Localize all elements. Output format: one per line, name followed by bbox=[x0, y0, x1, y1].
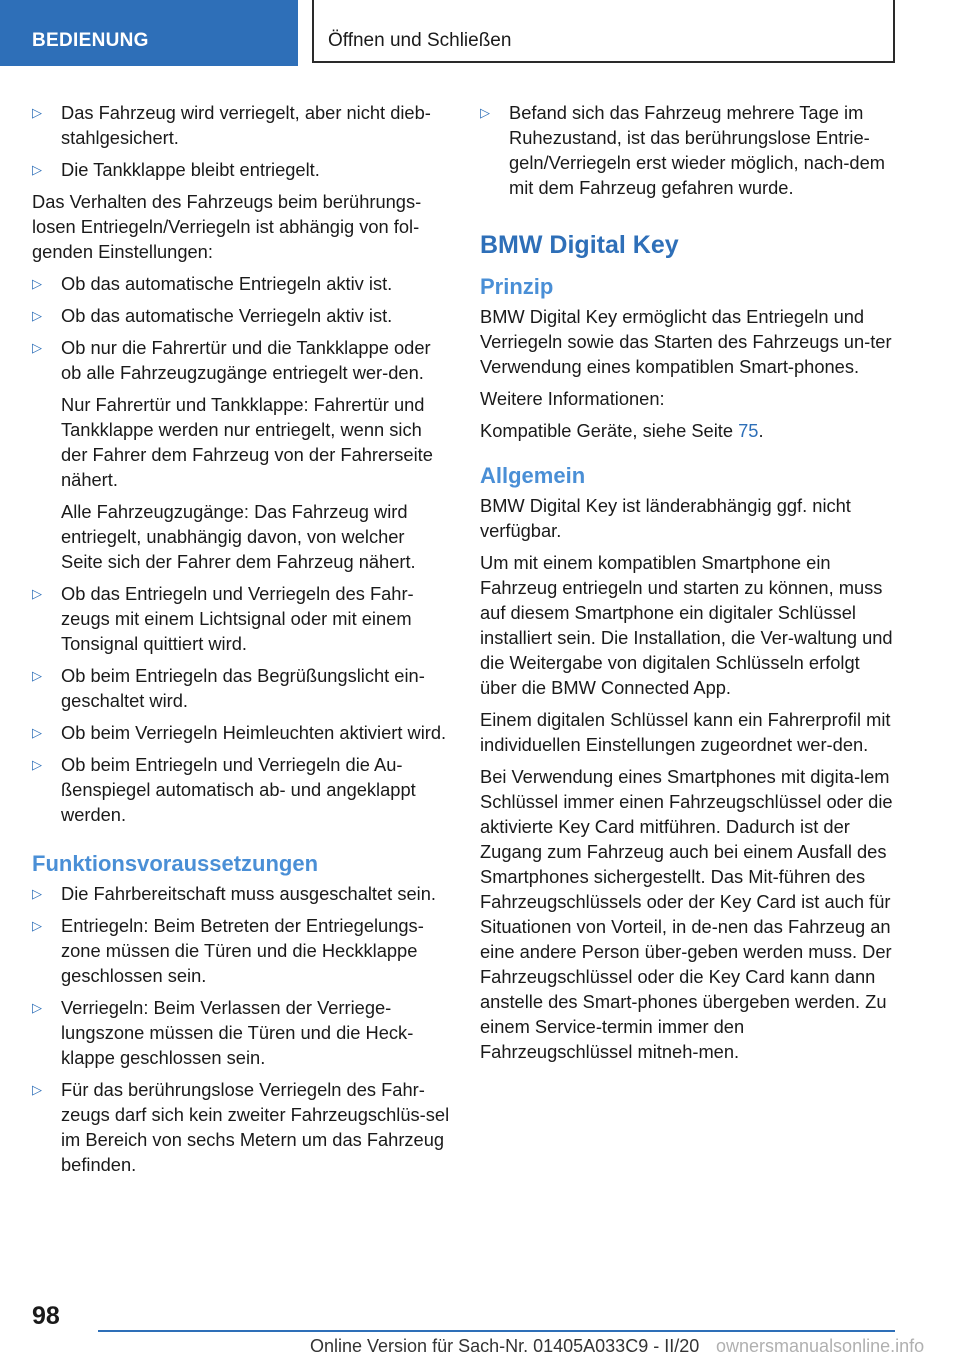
triangle-bullet-icon: ▷ bbox=[32, 886, 42, 901]
triangle-bullet-icon: ▷ bbox=[32, 162, 42, 177]
paragraph: Weitere Informationen: bbox=[480, 388, 665, 409]
section-label: BEDIENUNG bbox=[0, 0, 298, 66]
section-heading: Allgemein bbox=[480, 463, 586, 488]
paragraph: Einem digitalen Schlüssel kann ein Fahrerprofil mit individuellen Einstellungen zugeordnet wer-den. bbox=[480, 709, 891, 755]
list-item: ▷ Die Tankklappe bleibt entriegelt. bbox=[32, 159, 320, 180]
triangle-bullet-icon: ▷ bbox=[32, 668, 42, 683]
paragraph: Bei Verwendung eines Smartphones mit digita-lem Schlüssel immer einen Fahrzeugschlüssel oder die aktivierte Key Card mitführen. Dadurch ist der Zugang zum Fahrzeug auch bei einem Ausfall des Smartphones sichergestellt. Das Mit-führen des Fahrzeugschlüssels oder der Key Card ist auch für Situationen von Vorteil, in de-nen das Fahrzeug an eine andere Person über-geben werden muss. Der Fahrzeugschlüssel oder die Key Card kann dann anstelle des Smart-phones übergeben werden. Zu einem Service-termin immer den Fahrzeugschlüssel mitneh-men. bbox=[480, 766, 893, 1062]
triangle-bullet-icon: ▷ bbox=[32, 1082, 42, 1097]
triangle-bullet-icon: ▷ bbox=[480, 105, 490, 120]
sub-paragraph: Alle Fahrzeugzugänge: Das Fahrzeug wird entriegelt, unabhängig davon, von welcher Seite sich der Fahrer dem Fahrzeug nähert. bbox=[61, 501, 416, 572]
list-item: ▷ Ob das automatische Entriegeln aktiv ist. bbox=[32, 273, 393, 294]
list-item: ▷ Ob beim Entriegeln und Verriegeln die Au-ßenspiegel automatisch ab- und angeklappt werden. bbox=[32, 754, 416, 825]
main-heading: BMW Digital Key bbox=[480, 231, 679, 259]
triangle-bullet-icon: ▷ bbox=[32, 1000, 42, 1015]
triangle-bullet-icon: ▷ bbox=[32, 757, 42, 772]
page-header bbox=[0, 0, 960, 66]
section-heading: Funktionsvoraussetzungen bbox=[32, 851, 319, 876]
footer-divider bbox=[98, 1330, 895, 1332]
triangle-bullet-icon: ▷ bbox=[32, 725, 42, 740]
list-item: ▷ Ob das automatische Verriegeln aktiv ist. bbox=[32, 305, 393, 326]
triangle-bullet-icon: ▷ bbox=[32, 105, 42, 120]
list-item: ▷ Ob nur die Fahrertür und die Tankklappe oder ob alle Fahrzeugzugänge entriegelt wer-den. bbox=[32, 337, 431, 383]
paragraph: Das Verhalten des Fahrzeugs beim berührungs-losen Entriegeln/Verriegeln ist abhängig von fol-genden Einstellungen: bbox=[32, 191, 422, 262]
left-column bbox=[32, 100, 450, 1184]
triangle-bullet-icon: ▷ bbox=[32, 586, 42, 601]
paragraph: Kompatible Geräte, siehe Seite 75. bbox=[480, 420, 764, 441]
chapter-title: Öffnen und Schließen bbox=[312, 0, 895, 63]
list-item: ▷ Die Fahrbereitschaft muss ausgeschaltet sein. bbox=[32, 883, 436, 904]
triangle-bullet-icon: ▷ bbox=[32, 308, 42, 323]
right-column bbox=[480, 100, 896, 1071]
footer-text: Online Version für Sach-Nr. 01405A033C9 - II/20 bbox=[310, 1336, 700, 1356]
sub-paragraph: Nur Fahrertür und Tankklappe: Fahrertür und Tankklappe werden nur entriegelt, wenn sich der Fahrer dem Fahrzeug von der Fahrerseite nähert. bbox=[61, 394, 433, 490]
list-item: ▷ Ob beim Entriegeln das Begrüßungslicht ein-geschaltet wird. bbox=[32, 665, 425, 711]
list-item: ▷ Für das berührungslose Verriegeln des Fahr-zeugs darf sich kein zweiter Fahrzeugschlüs-sel im Bereich von sechs Metern um das Fahrzeug befinden. bbox=[32, 1079, 450, 1175]
list-item: ▷ Ob das Entriegeln und Verriegeln des Fahr-zeugs mit einem Lichtsignal oder mit einem Tonsignal quittiert wird. bbox=[32, 583, 414, 654]
list-item: ▷ Entriegeln: Beim Betreten der Entriegelungs-zone müssen die Türen und die Heckklappe geschlossen sein. bbox=[32, 915, 424, 986]
section-heading: Prinzip bbox=[480, 274, 554, 299]
triangle-bullet-icon: ▷ bbox=[32, 918, 42, 933]
watermark: ownersmanualsonline.info bbox=[716, 1336, 925, 1356]
list-item: ▷ Das Fahrzeug wird verriegelt, aber nicht dieb-stahlgesichert. bbox=[32, 102, 431, 148]
paragraph: BMW Digital Key ist länderabhängig ggf. nicht verfügbar. bbox=[480, 495, 851, 541]
triangle-bullet-icon: ▷ bbox=[32, 276, 42, 291]
paragraph: BMW Digital Key ermöglicht das Entriegeln und Verriegeln sowie das Starten des Fahrzeugs un-ter Verwendung eines kompatiblen Smart-phones. bbox=[480, 306, 892, 377]
paragraph: Um mit einem kompatiblen Smartphone ein Fahrzeug entriegeln und starten zu können, muss auf diesem Smartphone ein digitaler Schlüssel installiert sein. Die Installation, die Ver-waltung und die Weitergabe von digitalen Schlüsseln erfolgt über die BMW Connected App. bbox=[480, 552, 893, 698]
page-reference-link[interactable]: 75 bbox=[738, 420, 759, 441]
triangle-bullet-icon: ▷ bbox=[32, 340, 42, 355]
list-item: ▷ Ob beim Verriegeln Heimleuchten aktiviert wird. bbox=[32, 722, 447, 743]
list-item: ▷ Verriegeln: Beim Verlassen der Verriege-lungszone müssen die Türen und die Heck-klappe geschlossen sein. bbox=[32, 997, 414, 1068]
page-number: 98 bbox=[32, 1302, 60, 1330]
list-item: ▷ Befand sich das Fahrzeug mehrere Tage im Ruhezustand, ist das berührungslose Entrie-geln/Verriegeln erst wieder möglich, nach-dem mit dem Fahrzeug gefahren wurde. bbox=[480, 102, 885, 198]
